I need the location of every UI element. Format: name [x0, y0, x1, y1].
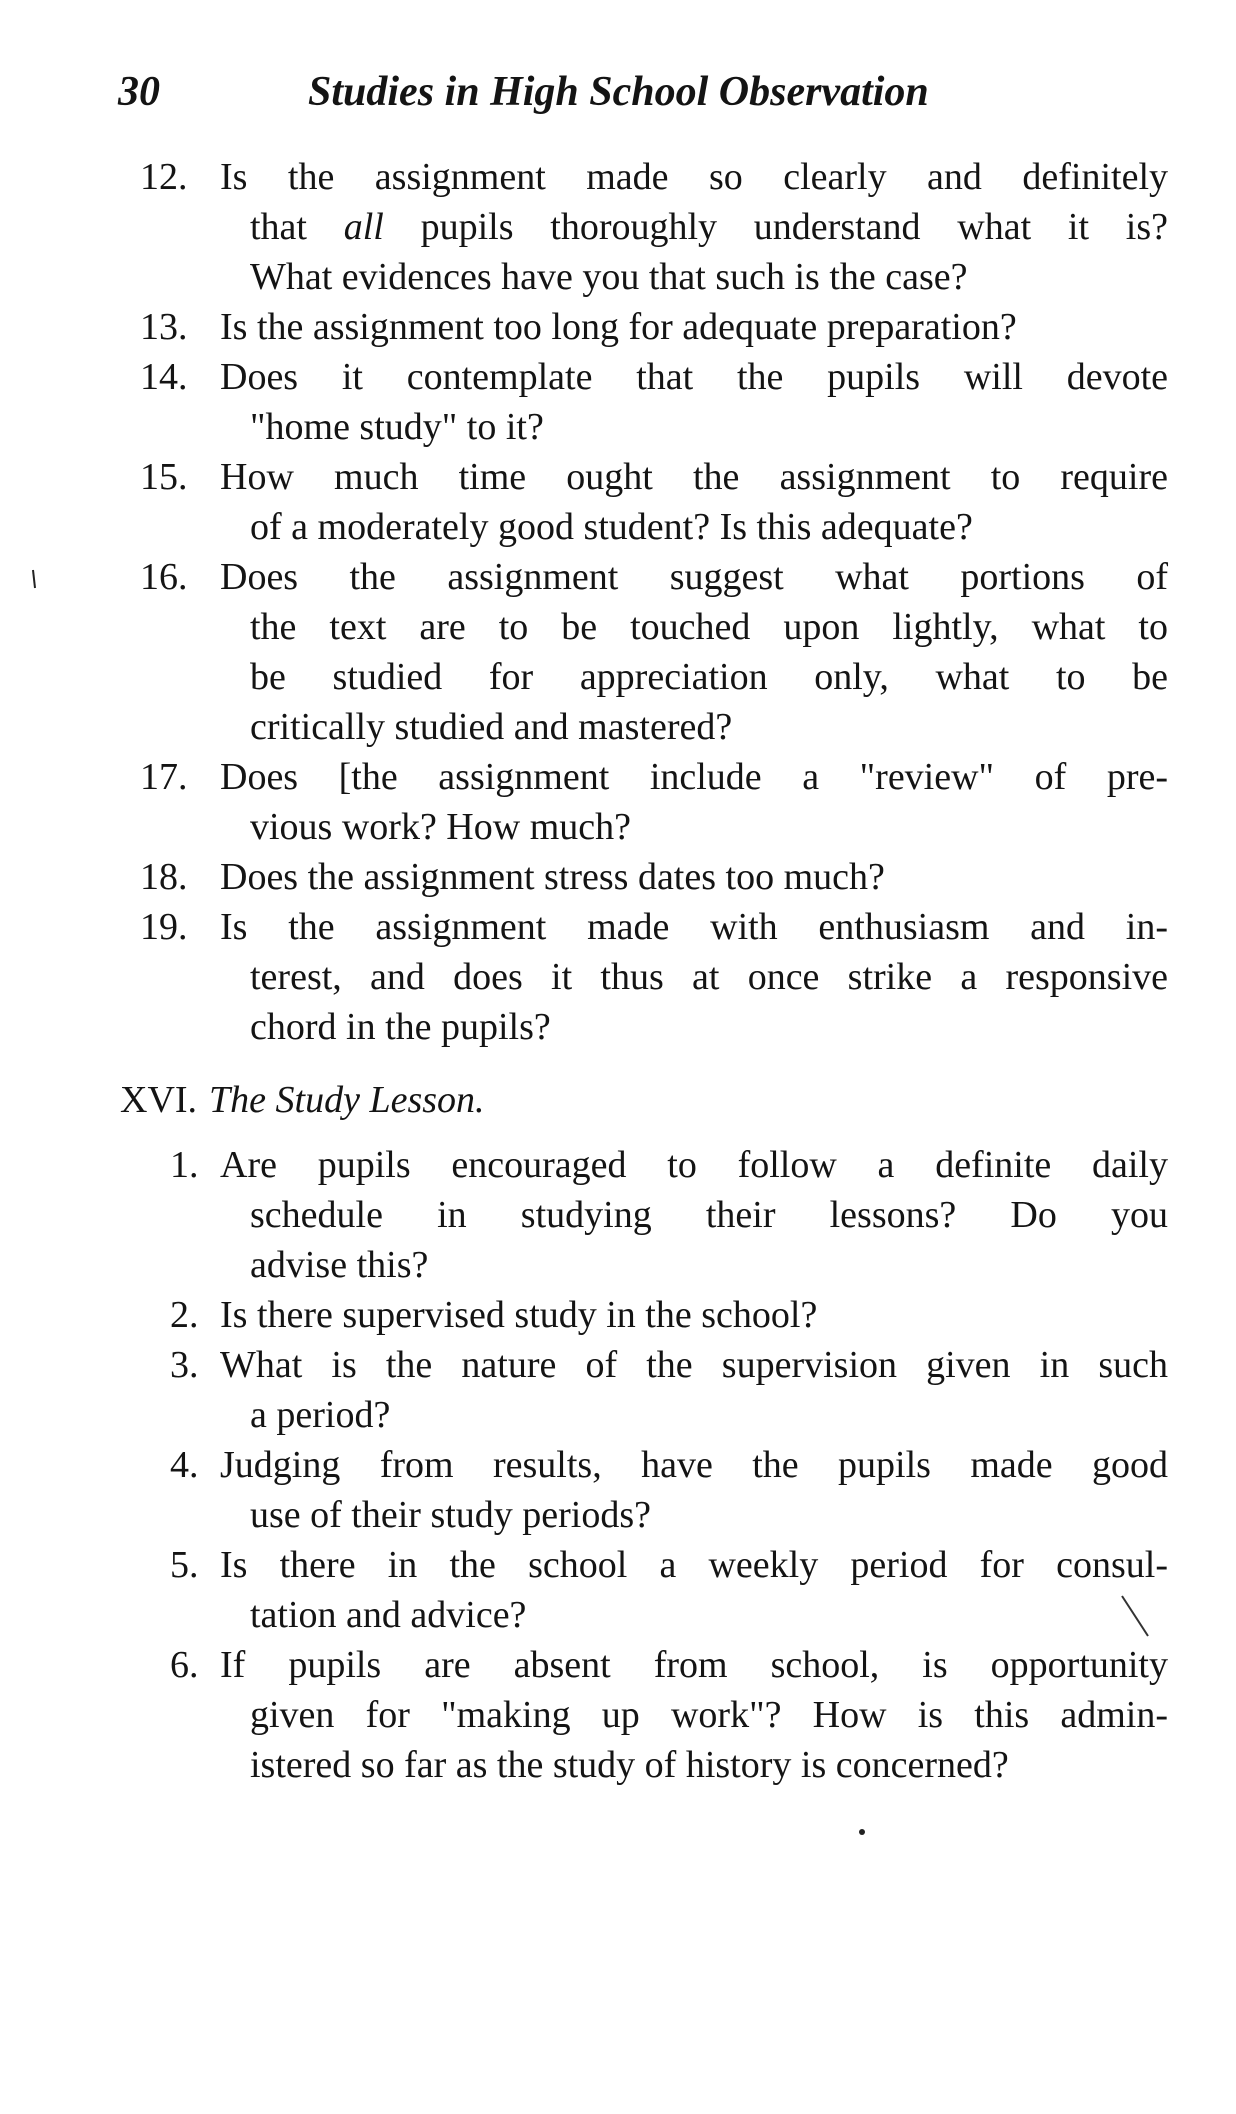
question-number: 15.: [140, 456, 188, 498]
question-line: that all pupils thoroughly understand what it is?: [250, 206, 1169, 248]
question-number: 13.: [140, 306, 188, 348]
question-line: chord in the pupils?: [250, 1006, 551, 1048]
question-number: 19.: [140, 906, 188, 948]
print-speck: [1118, 1592, 1154, 1640]
question-item: [140, 752, 1168, 852]
question-item: [140, 152, 1168, 302]
question-line: of a moderately good student? Is this adequate?: [250, 506, 973, 548]
question-number: 14.: [140, 356, 188, 398]
question-number: 6.: [170, 1644, 199, 1686]
question-item: [140, 352, 1168, 452]
question-line: Is the assignment made so clearly and definitely: [220, 156, 1168, 198]
question-line: How much time ought the assignment to require: [220, 456, 1168, 498]
question-line: be studied for appreciation only, what to be: [250, 656, 1168, 698]
question-number: 2.: [170, 1294, 199, 1336]
question-item: [170, 1340, 1168, 1440]
question-item: [170, 1540, 1168, 1640]
question-item: [170, 1440, 1168, 1540]
question-item: [140, 902, 1168, 1052]
question-item: [140, 552, 1168, 752]
running-header: [118, 62, 998, 122]
question-line: Does it contemplate that the pupils will devote: [220, 356, 1168, 398]
question-number: 12.: [140, 156, 188, 198]
question-line: Are pupils encouraged to follow a definite daily: [220, 1144, 1168, 1186]
question-line: schedule in studying their lessons? Do you: [250, 1194, 1168, 1236]
question-line: Is the assignment too long for adequate preparation?: [220, 306, 1017, 348]
question-line: use of their study periods?: [250, 1494, 652, 1536]
question-line: What is the nature of the supervision given in such: [220, 1344, 1168, 1386]
question-line: Judging from results, have the pupils made good: [220, 1444, 1168, 1486]
question-line: a period?: [250, 1394, 391, 1436]
section-heading: [120, 1075, 485, 1125]
question-number: 17.: [140, 756, 188, 798]
question-line: Is the assignment made with enthusiasm and in-: [220, 906, 1168, 948]
question-line: advise this?: [250, 1244, 429, 1286]
question-line: the text are to be touched upon lightly, what to: [250, 606, 1168, 648]
question-line: Does [the assignment include a "review" of pre-: [220, 756, 1168, 798]
question-item: [140, 302, 1168, 352]
question-number: 1.: [170, 1144, 199, 1186]
question-number: 5.: [170, 1544, 199, 1586]
question-item: [170, 1290, 1168, 1340]
question-line: istered so far as the study of history is concerned?: [250, 1744, 1009, 1786]
question-number: 18.: [140, 856, 188, 898]
question-item: [140, 852, 1168, 902]
question-line: Is there in the school a weekly period for consul-: [220, 1544, 1168, 1586]
section-numeral: XVI.: [120, 1079, 198, 1121]
question-line: If pupils are absent from school, is opportunity: [220, 1644, 1168, 1686]
question-line: Does the assignment stress dates too much?: [220, 856, 885, 898]
question-line: given for "making up work"? How is this admin-: [250, 1694, 1168, 1736]
print-dot: [858, 1828, 866, 1836]
question-line: Is there supervised study in the school?: [220, 1294, 818, 1336]
question-item: [140, 452, 1168, 552]
section-title: The Study Lesson.: [209, 1079, 485, 1121]
margin-speck: [30, 568, 38, 592]
question-line: vious work? How much?: [250, 806, 631, 848]
page-number: 30: [118, 69, 160, 115]
question-number: 4.: [170, 1444, 199, 1486]
question-number: 16.: [140, 556, 188, 598]
question-line: What evidences have you that such is the case?: [250, 256, 968, 298]
question-line: tation and advice?: [250, 1594, 527, 1636]
question-line: terest, and does it thus at once strike a responsive: [250, 956, 1168, 998]
question-line: critically studied and mastered?: [250, 706, 733, 748]
question-line: Does the assignment suggest what portions of: [220, 556, 1168, 598]
question-line: "home study" to it?: [250, 406, 544, 448]
question-item: [170, 1640, 1168, 1790]
running-title: Studies in High School Observation: [308, 69, 929, 115]
question-item: [170, 1140, 1168, 1290]
question-number: 3.: [170, 1344, 199, 1386]
